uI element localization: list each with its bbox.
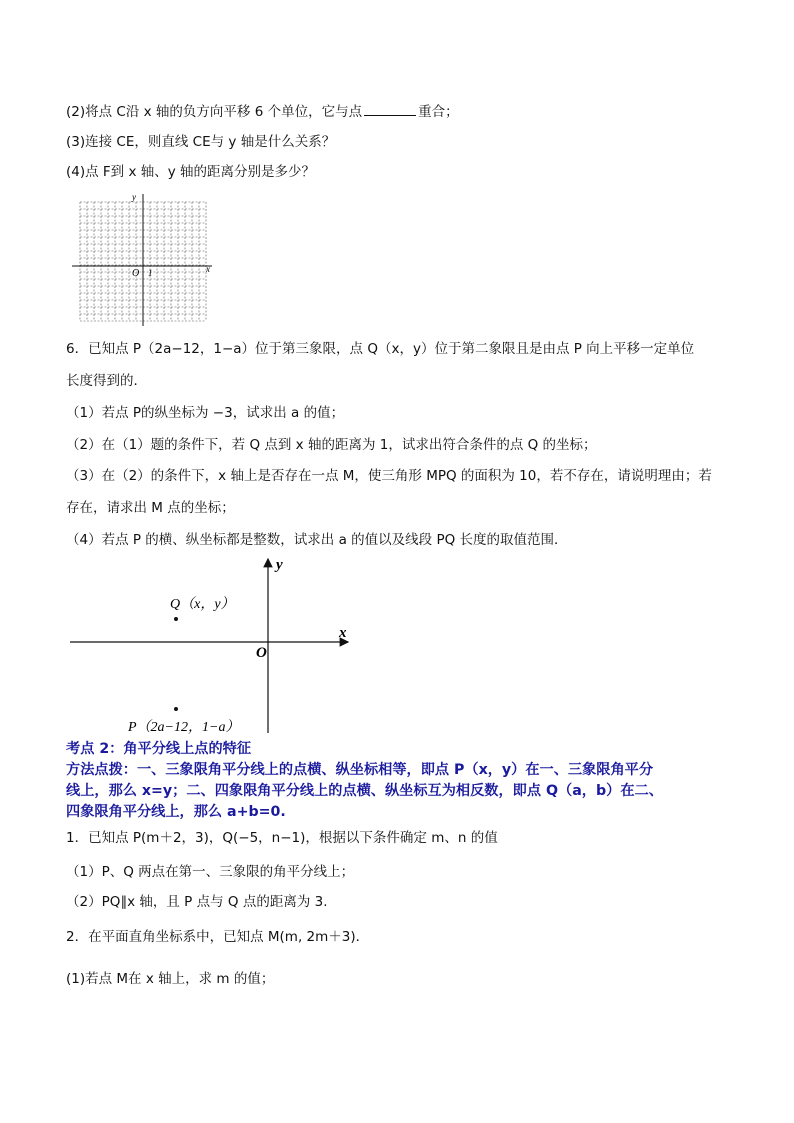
p5-q2-text: (2)将点 C沿 x 轴的负方向平移 6 个单位，它与点: [66, 104, 363, 120]
p6-stem-1: 6．已知点 P（2a−12，1−a）位于第三象限，点 Q（x，y）位于第二象限且是由点 P 向上平移一定单位: [66, 341, 695, 357]
coordinate-grid: [70, 190, 220, 330]
p6-q1: （1）若点 P的纵坐标为 −3，试求出 a 的值；: [66, 405, 345, 421]
p6-q4: （4）若点 P 的横、纵坐标都是整数，试求出 a 的值以及线段 PQ 长度的取值范围．: [66, 532, 568, 548]
fig-origin-label: O: [256, 645, 267, 661]
p6-q3-1: （3）在（2）的条件下，x 轴上是否存在一点 M，使三角形 MPQ 的面积为 10，若不存在，请说明理由；若: [66, 468, 712, 484]
method-line-1: 方法点拨：一、三象限角平分线上的点横、纵坐标相等，即点 P（x，y）在一、三象限角平分: [66, 762, 654, 778]
method-line-2: 线上，那么 x=y；二、四象限角平分线上的点横、纵坐标互为相反数，即点 Q（a，b）在二、: [66, 783, 663, 799]
p6-figure: [66, 555, 366, 737]
ex1-q1: （1）P、Q 两点在第一、三象限的角平分线上；: [66, 864, 355, 880]
grid-tick-label: 1: [148, 268, 153, 278]
method-line-3: 四象限角平分线上，那么 a+b=0.: [66, 804, 286, 820]
fig-p-label: P（2a−12，1−a）: [128, 720, 240, 735]
fig-q-label: Q（x，y）: [170, 597, 235, 612]
fig-point-p: [174, 707, 178, 711]
p6-q3-2: 存在，请求出 M 点的坐标；: [66, 500, 235, 516]
ex1-q2: （2）PQ∥x 轴，且 P 点与 Q 点的距离为 3.: [66, 894, 328, 910]
answer-blank[interactable]: [364, 103, 416, 116]
p5-q2-end: 重合；: [418, 104, 459, 120]
ex1-stem: 1．已知点 P(m＋2，3)，Q(−5，n−1)，根据以下条件确定 m、n 的值: [66, 830, 498, 846]
p5-q3: (3)连接 CE，则直线 CE与 y 轴是什么关系？: [66, 134, 336, 150]
grid-y-label: y: [132, 192, 136, 202]
ex2-stem: 2．在平面直角坐标系中，已知点 M(m, 2m＋3)．: [66, 929, 370, 945]
fig-point-q: [174, 617, 178, 621]
fig-x-label: x: [339, 625, 347, 641]
p6-stem-2: 长度得到的．: [66, 373, 147, 389]
ex2-q1: (1)若点 M在 x 轴上，求 m 的值；: [66, 971, 275, 987]
grid-x-label: x: [206, 264, 210, 274]
p6-q2: （2）在（1）题的条件下，若 Q 点到 x 轴的距离为 1，试求出符合条件的点 Q 的坐标；: [66, 437, 597, 453]
grid-origin-label: O: [132, 268, 140, 279]
p5-q2-line: [66, 103, 459, 121]
p5-q4: (4)点 F到 x 轴、y 轴的距离分别是多少？: [66, 164, 316, 180]
section-heading: 考点 2：角平分线上点的特征: [66, 741, 252, 757]
fig-y-label: y: [276, 557, 283, 573]
